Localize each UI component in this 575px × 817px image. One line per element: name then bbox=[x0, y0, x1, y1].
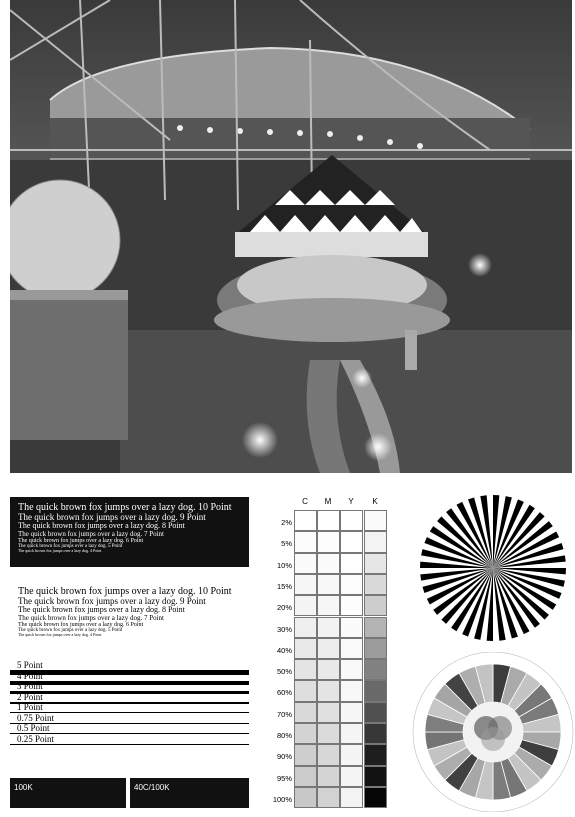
line-weight-row bbox=[10, 660, 249, 671]
tint-percentage-label: 70% bbox=[276, 709, 292, 719]
tint-cell bbox=[340, 553, 363, 574]
tint-percentage-label: 15% bbox=[276, 581, 292, 591]
tint-cell bbox=[364, 723, 387, 744]
colour-wheel bbox=[410, 652, 575, 812]
tint-cell bbox=[317, 553, 340, 574]
tint-percentage-label: 80% bbox=[276, 731, 292, 740]
tint-percentage-label: 90% bbox=[276, 752, 292, 762]
tint-cell bbox=[294, 702, 317, 723]
channel-header: Y bbox=[348, 497, 354, 506]
tint-cell bbox=[317, 787, 340, 808]
tint-cell bbox=[340, 680, 363, 701]
tint-cell bbox=[294, 680, 317, 701]
siemens-star-target bbox=[418, 493, 568, 643]
star-spoke bbox=[493, 495, 499, 568]
tint-percentage-label: 100% bbox=[272, 794, 292, 804]
star-spoke bbox=[487, 568, 493, 641]
font-sample-line: The quick brown fox jumps over a lazy dog. 7 Point bbox=[18, 613, 165, 622]
font-sample-line: The quick brown fox jumps over a lazy dog. 4 Point bbox=[18, 547, 102, 553]
tint-cell bbox=[294, 553, 317, 574]
line-weight-bar bbox=[10, 744, 249, 745]
tint-cell bbox=[340, 574, 363, 595]
line-weight-row bbox=[10, 702, 249, 713]
tint-percentage-label: 60% bbox=[276, 688, 292, 698]
cmyk-tint-chart bbox=[266, 497, 390, 811]
tint-cell bbox=[364, 744, 387, 765]
tint-cell bbox=[317, 702, 340, 723]
tint-cell bbox=[364, 510, 387, 531]
tint-cell bbox=[340, 617, 363, 638]
line-weight-row bbox=[10, 723, 249, 734]
tint-percentage-label: 95% bbox=[276, 773, 292, 783]
tint-cell bbox=[294, 510, 317, 531]
font-sample-line: The quick brown fox jumps over a lazy dog. 6 Point bbox=[18, 621, 144, 628]
line-weight-row bbox=[10, 681, 249, 692]
tint-cell bbox=[294, 574, 317, 595]
tint-cell bbox=[294, 638, 317, 659]
tint-cell bbox=[317, 723, 340, 744]
tint-percentage-label: 5% bbox=[281, 539, 292, 549]
line-weight-row bbox=[10, 713, 249, 724]
line-weight-label: 3 Point bbox=[17, 681, 43, 691]
siemens-star-graphic bbox=[418, 493, 568, 643]
line-weight-row bbox=[10, 734, 249, 745]
tint-cell bbox=[364, 638, 387, 659]
font-sample-line: The quick brown fox jumps over a lazy dog. 10 Point bbox=[18, 502, 232, 513]
tint-cell bbox=[317, 744, 340, 765]
tint-percentage-label: 10% bbox=[276, 560, 292, 570]
line-weight-label: 0.5 Point bbox=[17, 723, 50, 733]
tint-cell bbox=[340, 510, 363, 531]
tint-cell bbox=[294, 766, 317, 787]
font-sample-light-box bbox=[10, 585, 249, 649]
font-sample-dark-box bbox=[10, 497, 249, 567]
colour-wheel-graphic bbox=[410, 652, 575, 812]
line-weight-row bbox=[10, 671, 249, 682]
star-spoke bbox=[493, 568, 566, 574]
tint-percentage-label: 40% bbox=[276, 645, 292, 655]
font-sample-line: The quick brown fox jumps over a lazy dog. 6 Point bbox=[18, 537, 144, 544]
tint-cell bbox=[294, 595, 317, 616]
tint-percentage-label: 2% bbox=[281, 518, 292, 527]
tint-cell bbox=[340, 659, 363, 680]
font-sample-line: The quick brown fox jumps over a lazy dog. 9 Point bbox=[18, 596, 206, 607]
line-weight-label: 4 Point bbox=[17, 670, 43, 681]
tint-cell bbox=[364, 595, 387, 616]
tint-cell bbox=[340, 531, 363, 552]
channel-header: K bbox=[372, 497, 378, 506]
tint-cell bbox=[340, 638, 363, 659]
tint-cell bbox=[317, 574, 340, 595]
tint-cell bbox=[317, 638, 340, 659]
line-weight-label: 0.75 Point bbox=[17, 712, 55, 723]
tint-cell bbox=[340, 723, 363, 744]
tint-cell bbox=[317, 595, 340, 616]
channel-header: C bbox=[302, 497, 308, 506]
font-sample-line: The quick brown fox jumps over a lazy dog. 8 Point bbox=[18, 605, 185, 615]
font-sample-line: The quick brown fox jumps over a lazy dog. 5 Point bbox=[18, 543, 123, 549]
line-weight-label: 2 Point bbox=[17, 691, 43, 702]
font-sample-line: The quick brown fox jumps over a lazy dog. 10 Point bbox=[18, 586, 232, 597]
font-sample-line: The quick brown fox jumps over a lazy dog. 5 Point bbox=[18, 627, 123, 633]
font-sample-line: The quick brown fox jumps over a lazy dog. 7 Point bbox=[18, 529, 165, 538]
tint-cell bbox=[317, 659, 340, 680]
tint-cell bbox=[364, 574, 387, 595]
tint-cell bbox=[317, 766, 340, 787]
carousel-photo bbox=[10, 0, 572, 473]
font-sample-line: The quick brown fox jumps over a lazy dog. 8 Point bbox=[18, 521, 185, 531]
tint-cell bbox=[294, 744, 317, 765]
line-weight-label: 1 Point bbox=[17, 702, 43, 712]
tint-cell bbox=[364, 617, 387, 638]
tint-cell bbox=[317, 680, 340, 701]
tint-cell bbox=[364, 659, 387, 680]
tint-percentage-label: 30% bbox=[276, 624, 292, 634]
tint-cell bbox=[294, 787, 317, 808]
rich-black-box bbox=[130, 778, 249, 808]
tint-cell bbox=[340, 702, 363, 723]
tint-cell bbox=[364, 531, 387, 552]
font-sample-line: The quick brown fox jumps over a lazy dog. 9 Point bbox=[18, 512, 206, 523]
tint-cell bbox=[294, 723, 317, 744]
line-weight-samples bbox=[10, 660, 249, 765]
line-weight-label: 5 Point bbox=[17, 660, 43, 670]
overlap-circle bbox=[481, 727, 505, 751]
tint-cell bbox=[340, 744, 363, 765]
star-spoke bbox=[420, 562, 493, 568]
tint-cell bbox=[364, 680, 387, 701]
box-label: 40C/100K bbox=[134, 783, 170, 792]
tint-cell bbox=[340, 595, 363, 616]
tint-cell bbox=[364, 553, 387, 574]
font-sample-line: The quick brown fox jumps over a lazy dog. 4 Point bbox=[18, 631, 102, 637]
line-weight-label: 0.25 Point bbox=[17, 733, 55, 744]
tint-cell bbox=[340, 766, 363, 787]
tint-cell bbox=[317, 531, 340, 552]
tint-cell bbox=[294, 659, 317, 680]
tint-cell bbox=[294, 531, 317, 552]
tint-cell bbox=[364, 702, 387, 723]
tint-percentage-label: 20% bbox=[276, 603, 292, 613]
tint-cell bbox=[294, 617, 317, 638]
tint-cell bbox=[317, 617, 340, 638]
tint-cell bbox=[364, 787, 387, 808]
box-label: 100K bbox=[14, 783, 33, 792]
line-weight-row bbox=[10, 692, 249, 703]
channel-header: M bbox=[324, 497, 332, 506]
black-100k-box bbox=[10, 778, 126, 808]
tint-cell bbox=[317, 510, 340, 531]
tint-cell bbox=[340, 787, 363, 808]
tint-percentage-label: 50% bbox=[276, 667, 292, 677]
tint-cell bbox=[364, 766, 387, 787]
carousel-photo-graphic bbox=[10, 0, 572, 473]
